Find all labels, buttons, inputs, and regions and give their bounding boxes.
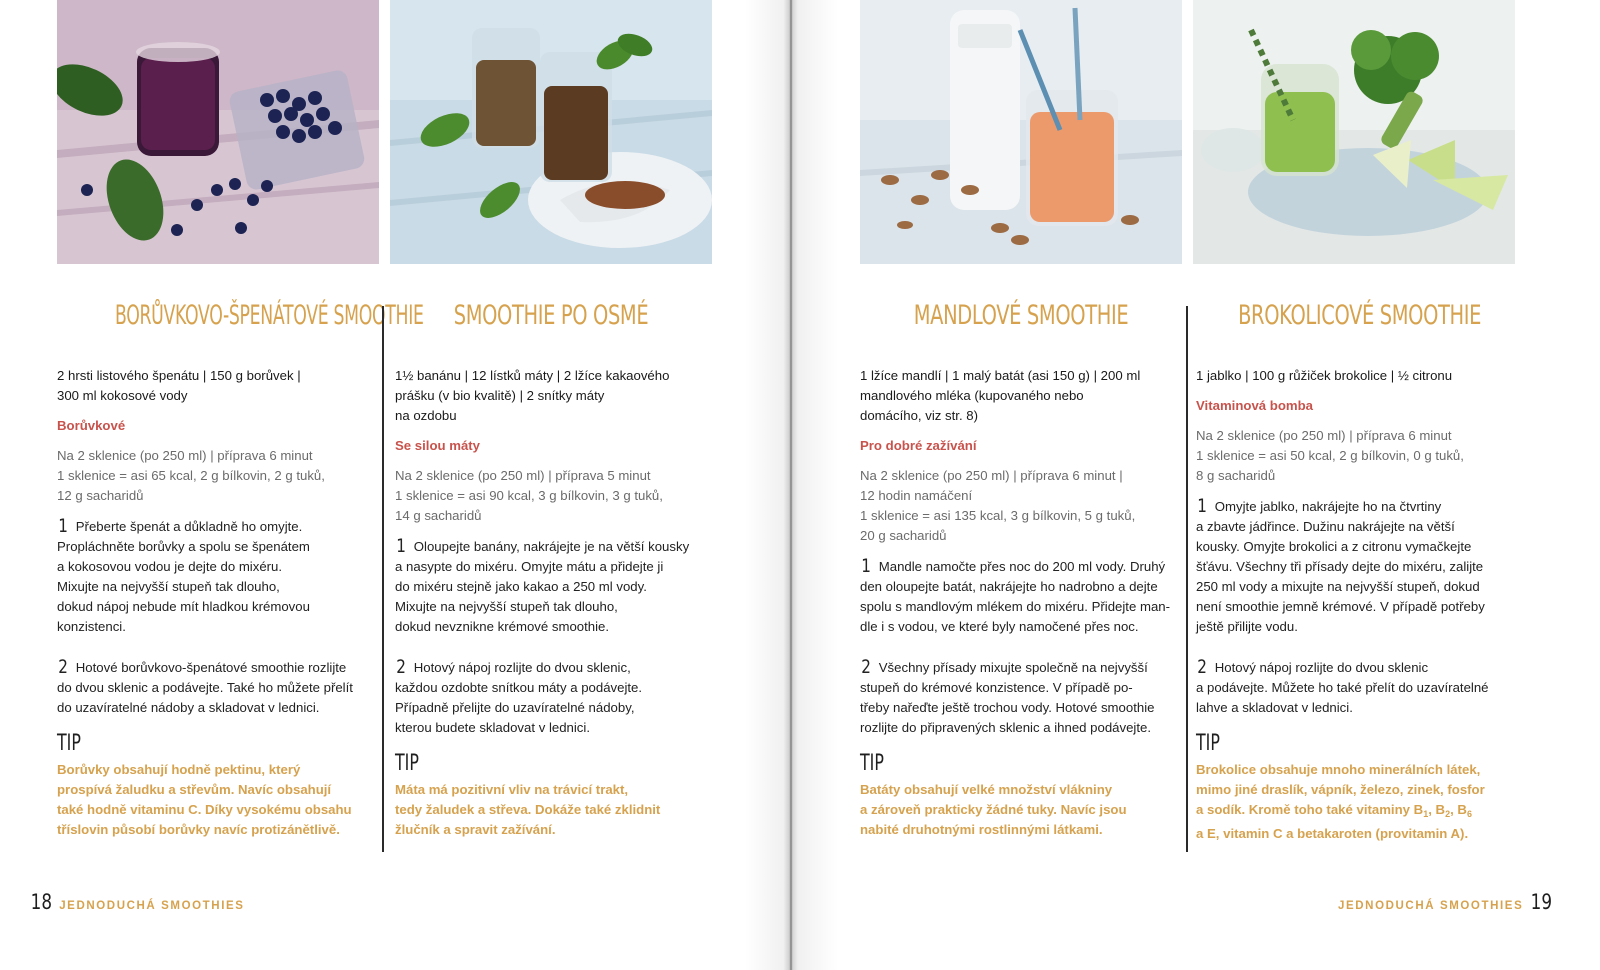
tip-line: tříslovin působí borůvky navíc protizánětlivě.: [57, 822, 340, 837]
ingredients: [395, 366, 711, 426]
chocolate-mint-smoothie-photo: [390, 0, 712, 264]
step-line: Hotový nápoj rozlijte do dvou sklenic,: [413, 660, 631, 675]
info-line: 8 g sacharidů: [1196, 468, 1276, 483]
info-line: 14 g sacharidů: [395, 508, 482, 523]
tip-heading: TIP: [57, 731, 81, 756]
ingredients: [860, 366, 1176, 426]
ingredients: [57, 366, 373, 406]
nutrition-info: [860, 466, 1176, 546]
ingredients-line: prášku (v bio kvalitě) | 2 snítky máty: [395, 388, 605, 403]
step-line: 250 ml vody a mixujte na nejvyšší stupeň, dokud: [1196, 579, 1480, 594]
tip-line: Batáty obsahují velké množství vlákniny: [860, 782, 1113, 797]
vitamin-subscript: 6: [1466, 809, 1472, 819]
column-divider: [1186, 306, 1188, 852]
info-line: 12 hodin namáčení: [860, 488, 973, 503]
ingredients: [1196, 366, 1512, 386]
ingredients-line: 1½ banánu | 12 lístků máty | 2 lžíce kakaového: [395, 368, 670, 383]
tip-line: také hodně vitaminu C. Díky vysokému obsahu: [57, 802, 352, 817]
tip-fragment: , B: [1450, 802, 1467, 817]
tip-line: [1196, 802, 1472, 817]
step-line: Všechny přísady mixujte společně na nejvyšší: [878, 660, 1148, 675]
step-2: [57, 657, 373, 718]
recipe-almond: [860, 0, 1182, 880]
step-line: Mandle namočte přes noc do 200 ml vody. Druhý: [878, 559, 1166, 574]
info-line: Na 2 sklenice (po 250 ml) | příprava 6 minut |: [860, 468, 1123, 483]
step-line: není smoothie jemně krémové. V případě potřeby: [1196, 599, 1485, 614]
step-number: 1: [861, 555, 871, 577]
tip-line: Máta má pozitivní vliv na trávicí trakt,: [395, 782, 629, 797]
recipe-subtitle: Pro dobré zažívání: [860, 438, 977, 453]
ingredients-line: 1 jablko | 100 g růžiček brokolice | ½ citronu: [1196, 368, 1453, 383]
book-gutter: [784, 0, 798, 970]
step-line: každou ozdobte snítkou máty a podávejte.: [395, 680, 643, 695]
info-line: 12 g sacharidů: [57, 488, 144, 503]
recipe-title: MANDLOVÉ SMOOTHIE: [913, 300, 1129, 331]
tip-line: mimo jiné draslík, vápník, železo, zinek, fosfor: [1196, 782, 1485, 797]
tip-line: nabité druhotnými rostlinnými látkami.: [860, 822, 1103, 837]
info-line: 1 sklenice = asi 135 kcal, 3 g bílkovin, 5 g tuků,: [860, 508, 1136, 523]
step-line: dokud nápoj nebude mít hladkou krémovou: [57, 599, 310, 614]
step-line: Mixujte na nejvyšší stupeň tak dlouho,: [395, 599, 618, 614]
tip-fragment: a sodík. Kromě toho také vitaminy B: [1196, 802, 1424, 817]
step-line: Případně přelijte do uzavíratelné nádoby,: [395, 700, 635, 715]
tip-heading: TIP: [860, 751, 884, 776]
step-line: a zbavte jádřince. Dužinu nakrájejte na větší: [1196, 519, 1455, 534]
ingredients-line: 300 ml kokosové vody: [57, 388, 188, 403]
step-line: Oloupejte banány, nakrájejte je na větší kousky: [413, 539, 690, 554]
recipe-subtitle: Vitaminová bomba: [1196, 398, 1314, 413]
step-2: [395, 657, 711, 738]
recipe-subtitle: Borůvkové: [57, 418, 126, 433]
info-line: 1 sklenice = asi 65 kcal, 2 g bílkovin, 2 g tuků,: [57, 468, 325, 483]
recipe-title: SMOOTHIE PO OSMÉ: [453, 300, 649, 331]
right-page: [798, 0, 1600, 970]
step-number: 2: [396, 656, 406, 678]
tip-line: a E, vitamin C a betakaroten (provitamin A).: [1196, 826, 1469, 841]
step-line: Mixujte na nejvyšší stupeň tak dlouho,: [57, 579, 280, 594]
tip-heading: TIP: [395, 751, 419, 776]
vitamin-subscript: 1: [1423, 809, 1429, 819]
step-line: kousky. Omyjte brokolici a z citronu vymačkejte: [1196, 539, 1472, 554]
info-line: 1 sklenice = asi 90 kcal, 3 g bílkovin, 3 g tuků,: [395, 488, 663, 503]
step-line: třeby nařeďte ještě trochou vody. Hotové smoothie: [860, 700, 1155, 715]
recipe-title: BROKOLICOVÉ SMOOTHIE: [1238, 300, 1482, 331]
tip-line: žlučník a spravit zažívání.: [395, 822, 556, 837]
recipe-body: [395, 366, 711, 840]
step-line: do uzavíratelné nádoby a skladovat v lednici.: [57, 700, 320, 715]
page-number: 19: [1530, 890, 1552, 914]
recipe-body: [57, 366, 373, 840]
left-page: [0, 0, 784, 970]
recipe-body: [1196, 366, 1512, 844]
tip-text: [395, 780, 711, 840]
recipe-blueberry-spinach: [57, 0, 424, 880]
ingredients-line: domácího, viz str. 8): [860, 408, 978, 423]
step-number: 1: [1197, 495, 1207, 517]
nutrition-info: [1196, 426, 1512, 486]
step-line: Hotové borůvkovo-špenátové smoothie rozlijte: [75, 660, 347, 675]
step-1: [395, 536, 711, 637]
step-line: a kokosovou vodou je dejte do mixéru.: [57, 559, 283, 574]
step-line: a podávejte. Můžete ho také přelít do uzavíratelné: [1196, 680, 1489, 695]
step-line: šťávu. Všechny tři přísady dejte do mixéru, zalijte: [1196, 559, 1484, 574]
step-line: rozlijte do připravených sklenic a ihned podávejte.: [860, 720, 1152, 735]
running-title: JEDNODUCHÁ SMOOTHIES: [59, 900, 245, 912]
step-1: [860, 556, 1176, 637]
step-line: Propláchněte borůvky a spolu se špenátem: [57, 539, 310, 554]
recipe-mint-chocolate: [390, 0, 712, 880]
page-number: 18: [30, 890, 53, 914]
info-line: Na 2 sklenice (po 250 ml) | příprava 6 minut: [57, 448, 313, 463]
ingredients-line: 1 lžíce mandlí | 1 malý batát (asi 150 g) | 200 ml: [860, 368, 1141, 383]
left-folio: [28, 890, 245, 914]
step-line: spolu s mandlovým mlékem do mixéru. Přidejte man-: [860, 599, 1171, 614]
almond-sweet-potato-smoothie-photo: [860, 0, 1182, 264]
right-folio: [1338, 890, 1555, 914]
step-line: dokud nevznikne krémové smoothie.: [395, 619, 610, 634]
tip-text: [1196, 760, 1512, 844]
info-line: 1 sklenice = asi 50 kcal, 2 g bílkovin, 0 g tuků,: [1196, 448, 1464, 463]
step-line: do mixéru stejně jako kakao a 250 ml vody.: [395, 579, 647, 594]
ingredients-line: mandlového mléka (kupovaného nebo: [860, 388, 1084, 403]
step-line: lahve a skladovat v lednici.: [1196, 700, 1353, 715]
vitamin-subscript: 2: [1445, 809, 1451, 819]
step-line: stupeň do krémové konzistence. V případě po-: [860, 680, 1133, 695]
tip-line: prospívá žaludku a střevům. Navíc obsahují: [57, 782, 332, 797]
step-line: Omyjte jablko, nakrájejte ho na čtvrtiny: [1214, 499, 1442, 514]
tip-text: [57, 760, 373, 840]
recipe-subtitle: Se silou máty: [395, 438, 481, 453]
step-1: [57, 516, 373, 637]
step-number: 2: [861, 656, 871, 678]
nutrition-info: [395, 466, 711, 526]
info-line: Na 2 sklenice (po 250 ml) | příprava 5 minut: [395, 468, 651, 483]
recipe-title: BORŮVKOVO-ŠPENÁTOVÉ SMOOTHIE: [114, 300, 424, 331]
ingredients-line: na ozdobu: [395, 408, 457, 423]
step-2: [860, 657, 1176, 738]
step-line: kterou budete skladovat v lednici.: [395, 720, 590, 735]
tip-text: [860, 780, 1176, 840]
nutrition-info: [57, 446, 373, 506]
tip-heading: TIP: [1196, 731, 1220, 756]
info-line: 20 g sacharidů: [860, 528, 947, 543]
broccoli-apple-smoothie-photo: [1193, 0, 1515, 264]
step-2: [1196, 657, 1512, 718]
running-title: JEDNODUCHÁ SMOOTHIES: [1338, 900, 1524, 912]
step-line: konzistenci.: [57, 619, 126, 634]
tip-line: Borůvky obsahují hodně pektinu, který: [57, 762, 301, 777]
info-line: Na 2 sklenice (po 250 ml) | příprava 6 minut: [1196, 428, 1452, 443]
step-line: dle i s vodou, ve které byly namočené přes noc.: [860, 619, 1139, 634]
recipe-body: [860, 366, 1176, 840]
tip-line: tedy žaludek a střeva. Dokáže také zklidnit: [395, 802, 661, 817]
recipe-broccoli: [1193, 0, 1515, 880]
step-number: 1: [396, 535, 406, 557]
tip-line: Brokolice obsahuje mnoho minerálních látek,: [1196, 762, 1481, 777]
column-divider: [382, 306, 384, 852]
step-1: [1196, 496, 1512, 637]
tip-line: a zároveň prakticky žádné tuky. Navíc jsou: [860, 802, 1127, 817]
tip-fragment: , B: [1428, 802, 1446, 817]
step-line: ještě přilijte vodu.: [1196, 619, 1298, 634]
step-line: a nasypte do mixéru. Omyjte mátu a přidejte ji: [395, 559, 664, 574]
ingredients-line: 2 hrsti listového špenátu | 150 g borůvek |: [57, 368, 301, 383]
step-line: do dvou sklenic a podávejte. Také ho můžete přelít: [57, 680, 353, 695]
blueberry-spinach-smoothie-photo: [57, 0, 379, 264]
step-line: Přeberte špenát a důkladně ho omyjte.: [75, 519, 303, 534]
step-number: 2: [1197, 656, 1207, 678]
step-number: 1: [58, 515, 68, 537]
step-number: 2: [58, 656, 68, 678]
step-line: Hotový nápoj rozlijte do dvou sklenic: [1214, 660, 1429, 675]
step-line: den oloupejte batát, nakrájejte ho nadrobno a dejte: [860, 579, 1158, 594]
